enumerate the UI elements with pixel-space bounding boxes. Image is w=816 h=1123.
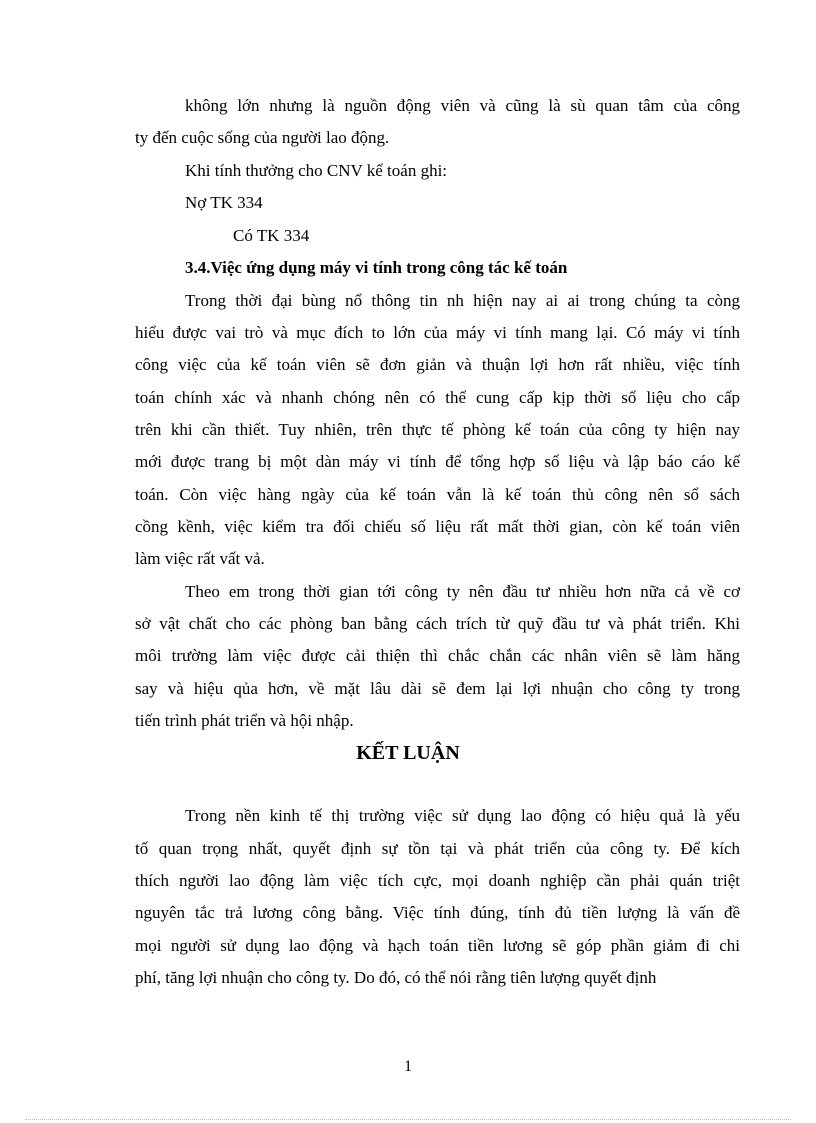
- paragraph-line: sở vật chất cho các phòng ban bằng cách trích từ quỹ đầu tư và phát triển. Khi: [135, 614, 740, 633]
- paragraph-line: ty đến cuộc sống của người lao động.: [135, 128, 390, 147]
- paragraph-line: Theo em trong thời gian tới công ty nên đầu tư nhiều hơn nữa cả về cơ: [185, 582, 740, 601]
- paragraph-line: toán chính xác và nhanh chóng nên có thể cung cấp kịp thời số liệu cho cấp: [135, 388, 740, 407]
- page-bottom-divider: [25, 1119, 791, 1120]
- paragraph-line: thích người lao động làm việc tích cực, mọi doanh nghiệp cần phải quán triệt: [135, 871, 740, 890]
- paragraph-line: công việc của kế toán viên sẽ đơn giản và thuận lợi hơn rất nhiều, việc tính: [135, 355, 740, 374]
- paragraph-line: Trong nền kinh tế thị trường việc sử dụng lao động có hiệu quả là yếu: [185, 806, 740, 825]
- paragraph-line: tiến trình phát triển và hội nhập.: [135, 711, 354, 730]
- page-number: 1: [404, 1058, 412, 1075]
- paragraph-line: Trong thời đại bùng nổ thông tin nh hiện nay ai ai trong chúng ta còng: [185, 291, 740, 310]
- journal-entry-credit: Có TK 334: [233, 226, 310, 245]
- paragraph-line: toán. Còn việc hàng ngày của kế toán vẫn là kế toán thủ công nên sổ sách: [135, 485, 740, 504]
- paragraph-line: Khi tính thưởng cho CNV kế toán ghi:: [185, 161, 448, 180]
- paragraph-line: mới được trang bị một dàn máy vi tính để tổng hợp số liệu và lập báo cáo kế: [135, 452, 740, 471]
- paragraph-line: môi trường làm việc được cải thiện thì chắc chắn các nhân viên sẽ làm hăng: [135, 646, 740, 665]
- paragraph-line: mọi người sử dụng lao động và hạch toán tiền lương sẽ góp phần giảm đi chi: [135, 936, 740, 955]
- conclusion-title: KẾT LUẬN: [356, 742, 460, 764]
- paragraph-line: hiểu được vai trò và mục đích to lớn của máy vi tính mang lại. Có máy vi tính: [135, 323, 740, 342]
- paragraph-line: làm việc rất vất vả.: [135, 549, 265, 568]
- paragraph-line: say và hiệu qủa hơn, về mặt lâu dài sẽ đem lại lợi nhuận cho công ty trong: [135, 679, 740, 698]
- paragraph-line: cồng kềnh, việc kiểm tra đối chiếu số liệu rất mất thời gian, còn kế toán viên: [135, 517, 740, 536]
- paragraph-line: nguyên tắc trả lương công bằng. Việc tính đúng, tính đủ tiền lượng là vấn đề: [135, 903, 740, 922]
- paragraph-line: không lớn nhưng là nguồn động viên và cũng là sù quan tâm của công: [185, 96, 740, 115]
- section-heading: 3.4.Việc ứng dụng máy vi tính trong công tác kế toán: [185, 258, 568, 277]
- paragraph-line: phí, tăng lợi nhuận cho công ty. Do đó, có thể nói rằng tiên lượng quyết định: [135, 968, 657, 987]
- paragraph-line: trên khi cần thiết. Tuy nhiên, trên thực tế phòng kế toán của công ty hiện nay: [135, 420, 740, 439]
- paragraph-line: tố quan trọng nhất, quyết định sự tồn tại và phát triển của công ty. Để kích: [135, 839, 740, 858]
- journal-entry-debit: Nợ TK 334: [185, 193, 263, 212]
